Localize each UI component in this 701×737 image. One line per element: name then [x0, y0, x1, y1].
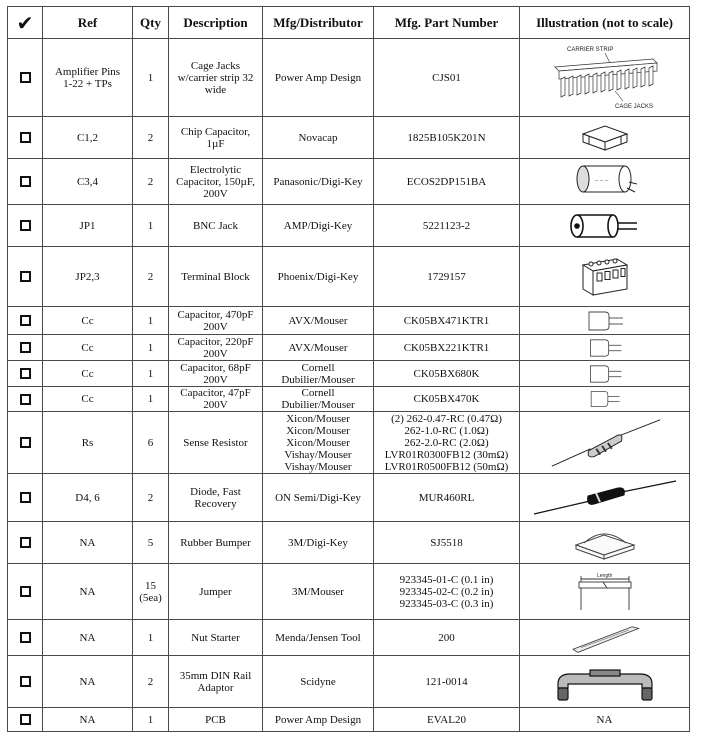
- ceramic-capacitor-illustration: [586, 389, 623, 409]
- description-cell: Jumper: [169, 564, 263, 620]
- checkbox[interactable]: [20, 72, 31, 83]
- terminal-block-illustration: [577, 255, 633, 299]
- part-number-cell: 1729157: [374, 247, 520, 307]
- mfg-distributor-cell: Novacap: [263, 117, 374, 159]
- part-number-cell: CK05BX470K: [374, 387, 520, 412]
- part-number-cell: CK05BX680K: [374, 361, 520, 387]
- checkbox-cell: [8, 307, 43, 335]
- part-number-cell: CK05BX471KTR1: [374, 307, 520, 335]
- part-number-cell: (2) 262-0.47-RC (0.47Ω) 262-1.0-RC (1.0Ω) 262-2.0-RC (2.0Ω) LVR01R0300FB12 (30mΩ) LVR01R0500FB12 (50mΩ): [374, 412, 520, 474]
- ref-cell: Cc: [43, 307, 133, 335]
- chip-capacitor-illustration: [575, 120, 635, 156]
- illustration-cell: [520, 307, 690, 335]
- mfg-distributor-cell: Scidyne: [263, 656, 374, 708]
- checkbox[interactable]: [20, 394, 31, 405]
- description-cell: Capacitor, 68pF 200V: [169, 361, 263, 387]
- illustration-cell: [520, 620, 690, 656]
- ref-cell: JP1: [43, 205, 133, 247]
- checkbox[interactable]: [20, 492, 31, 503]
- checkbox[interactable]: [20, 220, 31, 231]
- header-row: [8, 7, 690, 39]
- check-column-header: [8, 7, 43, 39]
- part-number-cell: CJS01: [374, 39, 520, 117]
- mfg-column-header: Mfg/Distributor: [263, 7, 374, 39]
- checkbox[interactable]: [20, 714, 31, 725]
- table-row: [8, 307, 690, 335]
- checkbox[interactable]: [20, 271, 31, 282]
- qty-cell: 1: [133, 205, 169, 247]
- illustration-cell: [520, 159, 690, 205]
- checkbox-cell: [8, 412, 43, 474]
- qty-cell: 6: [133, 412, 169, 474]
- table-row: [8, 474, 690, 522]
- table-row: [8, 387, 690, 412]
- description-cell: Chip Capacitor, 1µF: [169, 117, 263, 159]
- qty-cell: 2: [133, 656, 169, 708]
- mfg-distributor-cell: Panasonic/Digi-Key: [263, 159, 374, 205]
- part-number-cell: ECOS2DP151BA: [374, 159, 520, 205]
- qty-cell: 1: [133, 708, 169, 732]
- part-number-cell: 5221123-2: [374, 205, 520, 247]
- checkbox-cell: [8, 39, 43, 117]
- table-row: [8, 620, 690, 656]
- checkbox-cell: [8, 620, 43, 656]
- ceramic-capacitor-illustration: [585, 363, 625, 385]
- bill-of-materials-table: [7, 6, 690, 732]
- part-number-cell: 1825B105K201N: [374, 117, 520, 159]
- mfg-distributor-cell: Power Amp Design: [263, 708, 374, 732]
- illustration-cell: [520, 387, 690, 412]
- mfg-distributor-cell: Phoenix/Digi-Key: [263, 247, 374, 307]
- checkbox-cell: [8, 159, 43, 205]
- din-rail-adaptor-illustration: [550, 662, 660, 702]
- mfg-distributor-cell: AVX/Mouser: [263, 307, 374, 335]
- checkbox[interactable]: [20, 315, 31, 326]
- checkbox-cell: [8, 247, 43, 307]
- illustration-cell: [520, 412, 690, 474]
- checkbox-cell: [8, 564, 43, 620]
- description-cell: PCB: [169, 708, 263, 732]
- ref-cell: C1,2: [43, 117, 133, 159]
- checkbox[interactable]: [20, 676, 31, 687]
- checkbox[interactable]: [20, 586, 31, 597]
- checkbox[interactable]: [20, 368, 31, 379]
- qty-cell: 1: [133, 387, 169, 412]
- illustration-cell: [520, 708, 690, 732]
- table-row: [8, 159, 690, 205]
- part-number-cell: 121-0014: [374, 656, 520, 708]
- illustration-cell: [520, 656, 690, 708]
- description-cell: Capacitor, 470pF 200V: [169, 307, 263, 335]
- checkbox-cell: [8, 387, 43, 412]
- table-row: [8, 708, 690, 732]
- mfg-distributor-cell: 3M/Mouser: [263, 564, 374, 620]
- table-row: [8, 205, 690, 247]
- illustration-cell: [520, 335, 690, 361]
- mfg-distributor-cell: Cornell Dubilier/Mouser: [263, 361, 374, 387]
- illustration-label: Length: [596, 572, 612, 579]
- mfg-distributor-cell: ON Semi/Digi-Key: [263, 474, 374, 522]
- description-cell: Capacitor, 47pF 200V: [169, 387, 263, 412]
- illustration-cell: [520, 117, 690, 159]
- table-row: [8, 412, 690, 474]
- description-cell: Rubber Bumper: [169, 522, 263, 564]
- description-cell: Electrolytic Capacitor, 150µF, 200V: [169, 159, 263, 205]
- checkbox-cell: [8, 117, 43, 159]
- svg-text:– – –: – – –: [594, 177, 608, 184]
- illustration-cell: [520, 474, 690, 522]
- checkbox[interactable]: [20, 342, 31, 353]
- part-number-column-header: Mfg. Part Number: [374, 7, 520, 39]
- mfg-distributor-cell: AVX/Mouser: [263, 335, 374, 361]
- checkbox[interactable]: [20, 632, 31, 643]
- qty-column-header: Qty: [133, 7, 169, 39]
- qty-cell: 1: [133, 307, 169, 335]
- illustration-label: CARRIER STRIP: [566, 46, 613, 53]
- illustration-cell: [520, 361, 690, 387]
- ceramic-capacitor-illustration: [583, 309, 627, 333]
- description-cell: Diode, Fast Recovery: [169, 474, 263, 522]
- qty-cell: 2: [133, 474, 169, 522]
- ref-cell: Cc: [43, 335, 133, 361]
- ref-cell: D4, 6: [43, 474, 133, 522]
- qty-cell: 5: [133, 522, 169, 564]
- qty-cell: 2: [133, 247, 169, 307]
- checkbox[interactable]: [20, 132, 31, 143]
- part-number-cell: SJ5518: [374, 522, 520, 564]
- qty-cell: 1: [133, 39, 169, 117]
- part-number-cell: 923345-01-C (0.1 in) 923345-02-C (0.2 in) 923345-03-C (0.3 in): [374, 564, 520, 620]
- illustration-text: NA: [596, 713, 613, 726]
- checkbox[interactable]: [20, 176, 31, 187]
- description-cell: Nut Starter: [169, 620, 263, 656]
- description-cell: BNC Jack: [169, 205, 263, 247]
- table-row: [8, 117, 690, 159]
- mfg-distributor-cell: Cornell Dubilier/Mouser: [263, 387, 374, 412]
- illustration-cell: [520, 564, 690, 620]
- table-row: [8, 335, 690, 361]
- part-number-cell: EVAL20: [374, 708, 520, 732]
- qty-cell: 15 (5ea): [133, 564, 169, 620]
- checkmark-icon: ✔: [16, 10, 34, 35]
- ref-cell: C3,4: [43, 159, 133, 205]
- diode-illustration: [530, 478, 680, 518]
- illustration-cell: [520, 522, 690, 564]
- jumper-illustration: [573, 572, 637, 612]
- description-cell: Terminal Block: [169, 247, 263, 307]
- table-row: [8, 39, 690, 117]
- qty-cell: 2: [133, 159, 169, 205]
- ref-cell: NA: [43, 656, 133, 708]
- cage-jacks-illustration: [545, 41, 665, 115]
- checkbox-cell: [8, 656, 43, 708]
- illustration-cell: [520, 205, 690, 247]
- resistor-illustration: [542, 414, 668, 472]
- ref-cell: Cc: [43, 361, 133, 387]
- ref-cell: NA: [43, 564, 133, 620]
- part-number-cell: 200: [374, 620, 520, 656]
- nut-starter-illustration: [565, 622, 645, 654]
- part-number-cell: CK05BX221KTR1: [374, 335, 520, 361]
- checkbox[interactable]: [20, 437, 31, 448]
- qty-cell: 2: [133, 117, 169, 159]
- mfg-distributor-cell: Menda/Jensen Tool: [263, 620, 374, 656]
- table-row: [8, 247, 690, 307]
- checkbox-cell: [8, 708, 43, 732]
- illustration-column-header: Illustration (not to scale): [520, 7, 690, 39]
- illustration-cell: [520, 247, 690, 307]
- mfg-distributor-cell: Xicon/Mouser Xicon/Mouser Xicon/Mouser Vishay/Mouser Vishay/Mouser: [263, 412, 374, 474]
- ref-cell: Amplifier Pins 1-22 + TPs: [43, 39, 133, 117]
- rubber-bumper-illustration: [570, 525, 640, 561]
- table-row: [8, 361, 690, 387]
- mfg-distributor-cell: Power Amp Design: [263, 39, 374, 117]
- checkbox[interactable]: [20, 537, 31, 548]
- description-cell: Capacitor, 220pF 200V: [169, 335, 263, 361]
- part-number-cell: MUR460RL: [374, 474, 520, 522]
- mfg-distributor-cell: AMP/Digi-Key: [263, 205, 374, 247]
- ref-cell: NA: [43, 620, 133, 656]
- ref-cell: NA: [43, 708, 133, 732]
- qty-cell: 1: [133, 620, 169, 656]
- checkbox-cell: [8, 335, 43, 361]
- illustration-label: CAGE JACKS: [614, 103, 653, 110]
- description-cell: Sense Resistor: [169, 412, 263, 474]
- table-row: [8, 522, 690, 564]
- table-row: [8, 564, 690, 620]
- ceramic-capacitor-illustration: [585, 337, 625, 359]
- qty-cell: 1: [133, 335, 169, 361]
- checkbox-cell: [8, 205, 43, 247]
- checkbox-cell: [8, 361, 43, 387]
- ref-cell: Rs: [43, 412, 133, 474]
- electrolytic-capacitor-illustration: [569, 162, 641, 202]
- checkbox-cell: [8, 522, 43, 564]
- ref-column-header: Ref: [43, 7, 133, 39]
- ref-cell: Cc: [43, 387, 133, 412]
- description-column-header: Description: [169, 7, 263, 39]
- bnc-jack-illustration: [565, 211, 645, 241]
- checkbox-cell: [8, 474, 43, 522]
- ref-cell: JP2,3: [43, 247, 133, 307]
- table-row: [8, 656, 690, 708]
- ref-cell: NA: [43, 522, 133, 564]
- description-cell: 35mm DIN Rail Adaptor: [169, 656, 263, 708]
- qty-cell: 1: [133, 361, 169, 387]
- illustration-cell: [520, 39, 690, 117]
- description-cell: Cage Jacks w/carrier strip 32 wide: [169, 39, 263, 117]
- mfg-distributor-cell: 3M/Digi-Key: [263, 522, 374, 564]
